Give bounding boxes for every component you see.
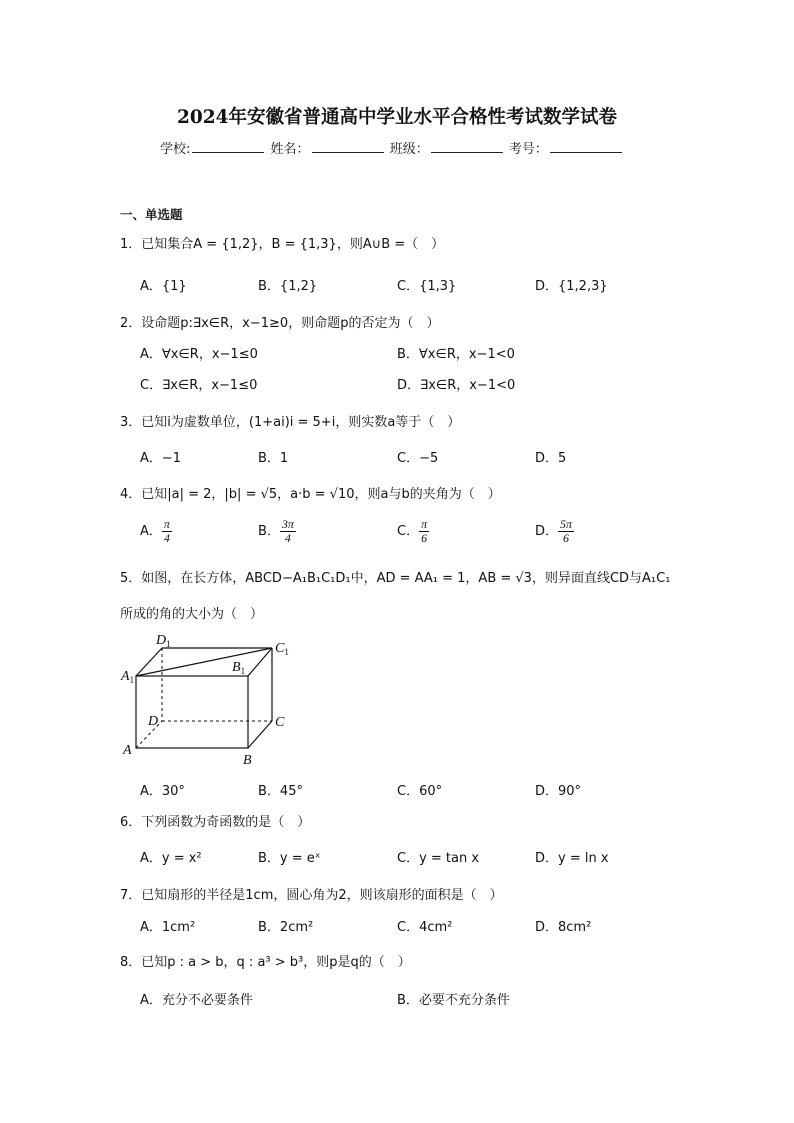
question-7-option-a: A．1cm² [140, 920, 196, 935]
fraction: $\frac{5\pi}{6}$ [560, 517, 573, 545]
question-3-stem: 3．已知i为虚数单位，(1+ai)i = 5+i，则实数a等于（ ） [120, 415, 461, 430]
question-6-option-c: C．y = tan x [397, 851, 480, 866]
label-a: A [123, 743, 132, 758]
question-5-option-d: D．90° [535, 784, 582, 799]
question-5-option-c: C．60° [397, 784, 443, 799]
question-1-option-b: B．{1,2} [258, 279, 318, 294]
label-b: B [243, 753, 252, 768]
label-c: C [275, 715, 285, 730]
question-3-option-a: A．−1 [140, 451, 182, 466]
fraction: $\frac{\pi}{6}$ [421, 517, 428, 545]
question-4-stem: 4．已知|a| = 2，|b| = √5，a·b = √10，则a与b的夹角为（ ） [120, 487, 501, 502]
question-8-option-a: A．充分不必要条件 [140, 993, 253, 1008]
label-d: D [148, 714, 159, 729]
question-1-option-d: D．{1,2,3} [535, 279, 608, 294]
question-6-option-b: B．y = eˣ [258, 851, 321, 866]
question-7-option-b: B．2cm² [258, 920, 314, 935]
question-3-option-d: D．5 [535, 451, 567, 466]
label-d1: $D_1$ [156, 633, 171, 649]
class-blank [431, 140, 503, 153]
fraction: $\frac{3\pi}{4}$ [281, 517, 294, 545]
class-label: 班级： [389, 142, 429, 157]
question-4-option-b: B． $\frac{3\pi}{4}$ [258, 517, 294, 545]
question-2-option-a: A．∀x∈R，x−1≤0 [140, 347, 258, 362]
question-7-option-d: D．8cm² [535, 920, 592, 935]
question-1-option-c: C．{1,3} [397, 279, 457, 294]
question-7-stem: 7．已知扇形的半径是1cm，圆心角为2，则该扇形的面积是（ ） [120, 888, 503, 903]
question-6-option-d: D．y = ln x [535, 851, 609, 866]
student-info-line [160, 138, 624, 157]
question-3-option-b: B．1 [258, 451, 289, 466]
question-5-stem: 5．如图，在长方体，ABCD−A₁B₁C₁D₁中，AD = AA₁ = 1，AB = √3，则异面直线CD与A₁C₁ [120, 571, 671, 586]
question-4-option-d: D． $\frac{5\pi}{6}$ [535, 517, 573, 545]
edge-b-c [248, 721, 272, 748]
question-2-option-b: B．∀x∈R，x−1<0 [397, 347, 515, 362]
id-label: 考号： [508, 142, 548, 157]
front-face [136, 676, 248, 748]
question-8-option-b: B．必要不充分条件 [397, 993, 510, 1008]
question-2-stem: 2．设命题p:∃x∈R，x−1≥0，则命题p的否定为（ ） [120, 316, 440, 331]
section-heading: 一、单选题 [120, 207, 183, 222]
question-2-option-d: D．∃x∈R，x−1<0 [397, 378, 516, 393]
label-c1: $C_1$ [275, 641, 289, 657]
exam-title: 2024年安徽省普通高中学业水平合格性考试数学试卷 [177, 107, 617, 128]
question-5-stem-continued: 所成的角的大小为（ ） [120, 607, 264, 622]
name-blank [312, 140, 384, 153]
name-label: 姓名： [270, 142, 310, 157]
question-1-stem: 1．已知集合A = {1,2}，B = {1,3}，则A∪B =（ ） [120, 237, 445, 252]
label-a1: $A_1$ [121, 669, 135, 685]
question-5-option-b: B．45° [258, 784, 303, 799]
question-6-stem: 6．下列函数为奇函数的是（ ） [120, 815, 311, 830]
fraction: $\frac{\pi}{4}$ [163, 517, 170, 545]
label-b1: $B_1$ [232, 660, 246, 676]
question-6-option-a: A．y = x² [140, 851, 202, 866]
question-8-stem: 8．已知p : a > b，q : a³ > b³，则p是q的（ ） [120, 955, 411, 970]
school-label: 学校: [160, 142, 191, 157]
question-7-option-c: C．4cm² [397, 920, 453, 935]
question-3-option-c: C．−5 [397, 451, 439, 466]
question-5-option-a: A．30° [140, 784, 185, 799]
school-blank [192, 140, 264, 153]
cuboid-figure [118, 628, 298, 768]
question-2-option-c: C．∃x∈R，x−1≤0 [140, 378, 258, 393]
question-4-option-c: C． $\frac{\pi}{6}$ [397, 517, 428, 545]
id-blank [550, 140, 622, 153]
question-4-option-a: A． $\frac{\pi}{4}$ [140, 517, 170, 545]
question-1-option-a: A．{1} [140, 279, 187, 294]
